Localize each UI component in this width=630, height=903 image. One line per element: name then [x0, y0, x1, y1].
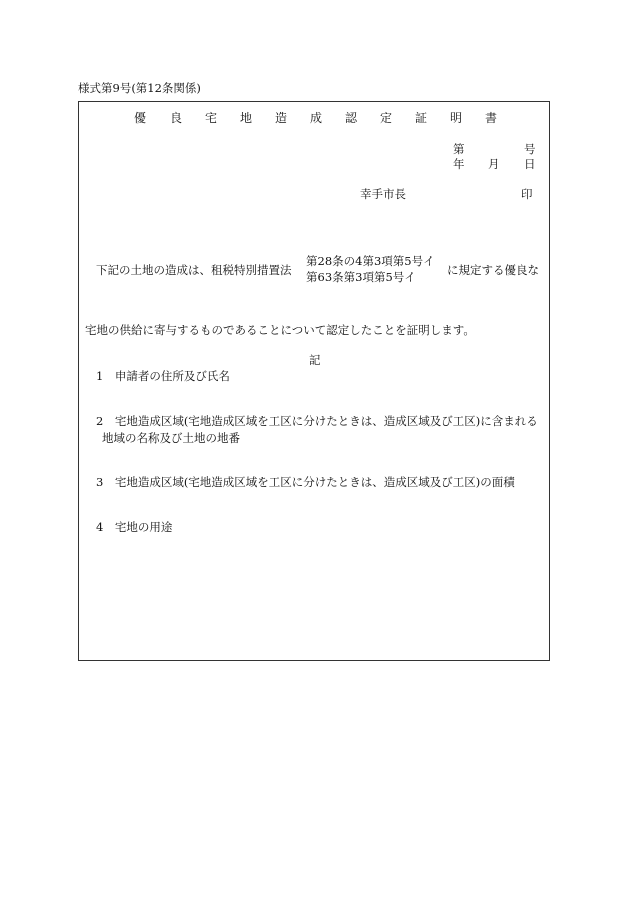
law-article-1: 第28条の4第3項第5号イ — [306, 254, 435, 268]
title-char: 成 — [310, 111, 323, 125]
law-article-2: 第63条第3項第5号イ — [306, 270, 416, 284]
title-char: 証 — [415, 111, 428, 125]
title-char: 地 — [240, 111, 253, 125]
title-char: 書 — [485, 111, 498, 125]
date-day-label: 日 — [524, 157, 536, 171]
title-char: 宅 — [205, 111, 218, 125]
body-line1-end: に規定する優良な — [447, 263, 539, 277]
certificate-number-suffix: 号 — [524, 142, 536, 156]
title-char: 明 — [450, 111, 463, 125]
title-char: 定 — [380, 111, 393, 125]
title-char: 認 — [345, 111, 358, 125]
list-item-area-names-cont: 地域の名称及び土地の地番 — [102, 431, 240, 445]
body-line2: 宅地の供給に寄与するものであることについて認定したことを証明します。 — [85, 323, 475, 337]
title-char: 優 — [134, 111, 147, 125]
certificate-number-prefix: 第 — [453, 142, 465, 156]
seal-mark: 印 — [521, 187, 533, 201]
title-char: 良 — [170, 111, 183, 125]
list-item-land-use: 4 宅地の用途 — [96, 520, 173, 534]
list-item-applicant: 1 申請者の住所及び氏名 — [96, 369, 230, 383]
list-item-area-size: 3 宅地造成区域(宅地造成区域を工区に分けたときは、造成区域及び工区)の面積 — [96, 475, 515, 489]
form-number-label: 様式第9号(第12条関係) — [78, 81, 201, 95]
ki-heading: 記 — [309, 353, 321, 367]
issuer-mayor: 幸手市長 — [360, 187, 406, 201]
list-item-area-names: 2 宅地造成区域(宅地造成区域を工区に分けたときは、造成区域及び工区)に含まれる — [96, 414, 538, 428]
title-char: 造 — [275, 111, 288, 125]
date-month-label: 月 — [488, 157, 500, 171]
body-line1-start: 下記の土地の造成は、租税特別措置法 — [96, 263, 292, 277]
date-year-label: 年 — [453, 157, 465, 171]
